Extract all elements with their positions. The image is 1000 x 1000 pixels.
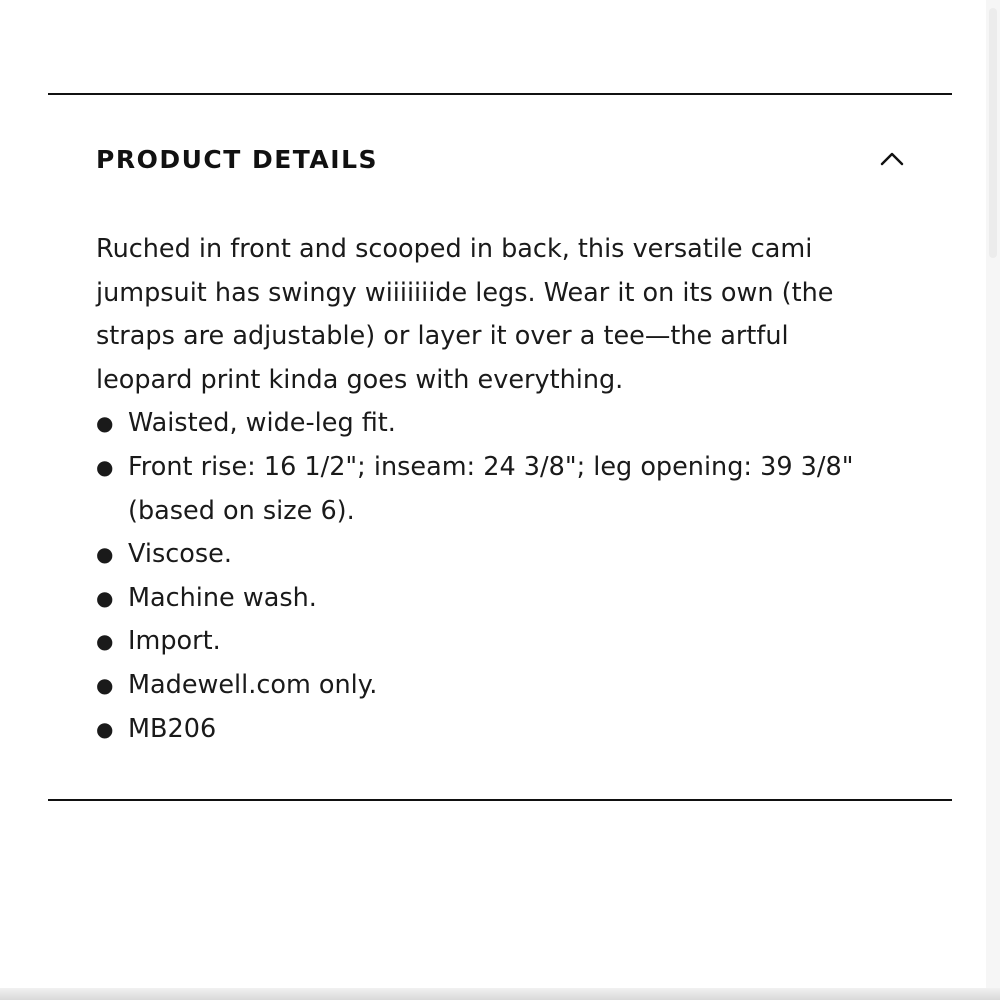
bullet-icon: ● (96, 672, 114, 697)
list-item-text: Madewell.com only. (128, 669, 378, 700)
list-item (96, 533, 866, 577)
product-details-accordion-toggle[interactable] (96, 140, 906, 184)
list-item-text: Viscose. (128, 539, 232, 570)
bullet-icon: ● (96, 716, 114, 741)
list-item (96, 664, 866, 708)
product-description: Ruched in front and scooped in back, this versatile cami jumpsuit has swingy wiiiiiiide legs. Wear it on its own (the straps are adjustable) or layer it over a tee—the artful leopard print kinda goes with everything. (96, 234, 834, 395)
list-item (96, 402, 866, 446)
chevron-up-icon[interactable] (880, 148, 904, 168)
list-item-text: Import. (128, 626, 221, 657)
section-title: PRODUCT DETAILS (96, 145, 379, 174)
bullet-icon: ● (96, 411, 114, 436)
list-item-text: Machine wash. (128, 582, 317, 613)
bullet-icon: ● (96, 454, 114, 479)
page-scrollbar[interactable] (986, 0, 1000, 990)
list-item-text: Front rise: 16 1/2"; inseam: 24 3/8"; leg opening: 39 3/8" (based on size 6). (128, 451, 854, 526)
section-divider-bottom (48, 799, 952, 801)
section-divider-top (48, 93, 952, 95)
list-item-text: MB206 (128, 713, 217, 744)
bullet-icon: ● (96, 542, 114, 567)
bullet-icon: ● (96, 629, 114, 654)
product-details-content (96, 228, 866, 751)
list-item (96, 708, 866, 752)
list-item-text: Waisted, wide-leg fit. (128, 408, 396, 439)
bullet-icon: ● (96, 585, 114, 610)
list-item (96, 446, 866, 533)
list-item (96, 577, 866, 621)
window-bottom-edge (0, 988, 1000, 1000)
list-item (96, 620, 866, 664)
product-details-list (96, 402, 866, 751)
scrollbar-thumb[interactable] (989, 8, 997, 258)
